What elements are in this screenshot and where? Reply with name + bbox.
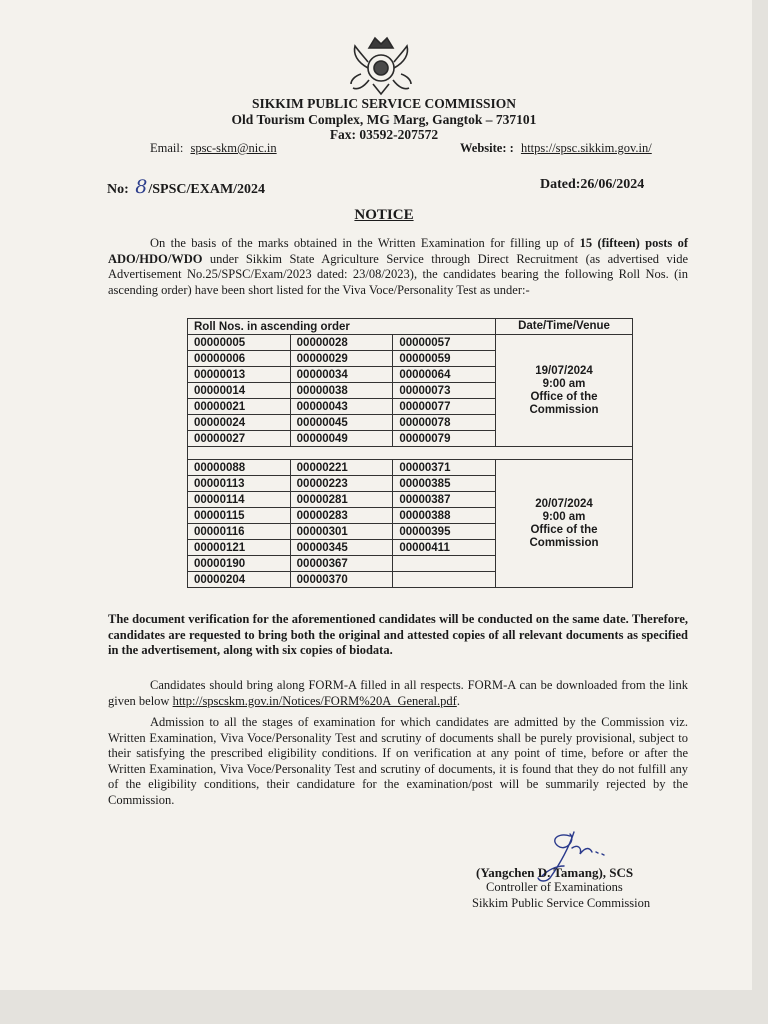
roll-number-cell: 00000006: [188, 351, 291, 367]
schedule-venue: Office of the Commission: [529, 390, 599, 416]
form-a-link[interactable]: http://spscskm.gov.in/Notices/FORM%20A_General.pdf: [172, 693, 457, 708]
roll-number-cell: 00000411: [393, 540, 496, 556]
roll-number-cell: 00000005: [188, 335, 291, 351]
schedule-cell: [496, 335, 633, 447]
roll-number-cell: 00000115: [188, 508, 291, 524]
roll-number-cell: 00000121: [188, 540, 291, 556]
roll-number-cell: 00000113: [188, 476, 291, 492]
roll-number-cell: 00000043: [290, 399, 393, 415]
roll-number-cell: 00000064: [393, 367, 496, 383]
reference-number: No: 8/SPSC/EXAM/2024: [107, 176, 266, 198]
signatory-name: (Yangchen D. Tamang), SCS: [476, 865, 634, 880]
schedule-date: 20/07/2024: [535, 497, 593, 510]
roll-number-cell: 00000088: [188, 460, 291, 476]
roll-number-cell: 00000395: [393, 524, 496, 540]
roll-number-cell: 00000045: [290, 415, 393, 431]
website-link[interactable]: https://spsc.sikkim.gov.in/: [520, 141, 652, 155]
roll-number-cell: 00000013: [188, 367, 291, 383]
handwritten-number: 8: [135, 176, 148, 198]
roll-number-cell: [393, 572, 496, 588]
roll-number-cell: 00000038: [290, 383, 393, 399]
roll-numbers-table: [187, 318, 633, 588]
roll-number-cell: 00000073: [393, 383, 496, 399]
roll-number-cell: 00000370: [290, 572, 393, 588]
org-address: Old Tourism Complex, MG Marg, Gangtok – 737101: [231, 112, 537, 127]
email-line: [150, 141, 277, 156]
schedule-cell: [496, 460, 633, 588]
roll-number-cell: 00000385: [393, 476, 496, 492]
roll-number-cell: 00000021: [188, 399, 291, 415]
roll-number-cell: 00000027: [188, 431, 291, 447]
roll-number-cell: 00000057: [393, 335, 496, 351]
form-note: Candidates should bring along FORM-A filled in all respects. FORM-A can be downloaded from the link given below http://spscskm.gov.in/Notices/FORM%20A_General.pdf.: [108, 678, 688, 708]
org-fax: Fax: 03592-207572: [329, 127, 439, 142]
roll-number-cell: 00000371: [393, 460, 496, 476]
roll-number-cell: 00000221: [290, 460, 393, 476]
roll-number-cell: 00000049: [290, 431, 393, 447]
intro-paragraph: On the basis of the marks obtained in the Written Examination for filling up of 15 (fifteen) posts of ADO/HDO/WDO under Sikkim State Agriculture Service through Direct Recruitment (as advertised vide Advertisement No.25/SPSC/Exam/2023 dated: 23/08/2023), the candidates bearing the following Roll Nos. (in ascending order) have been short listed for the Viva Voce/Personality Test as under:-: [108, 236, 688, 297]
roll-number-cell: 00000190: [188, 556, 291, 572]
roll-number-cell: 00000301: [290, 524, 393, 540]
roll-number-cell: 00000345: [290, 540, 393, 556]
schedule-date: 19/07/2024: [535, 364, 593, 377]
website-line: [460, 141, 652, 156]
website-label: Website: :: [460, 141, 514, 155]
separator-cell: [188, 447, 633, 460]
header-roll-numbers: Roll Nos. in ascending order: [188, 319, 496, 335]
roll-number-cell: [393, 556, 496, 572]
table-header-row: [188, 319, 633, 335]
notice-title: NOTICE: [354, 207, 414, 223]
roll-number-cell: 00000077: [393, 399, 496, 415]
group-separator-row: [188, 447, 633, 460]
roll-number-cell: 00000283: [290, 508, 393, 524]
notice-date: Dated:26/06/2024: [540, 177, 645, 192]
signatory-designation: Controller of Examinations: [486, 880, 623, 894]
roll-number-cell: 00000029: [290, 351, 393, 367]
roll-number-cell: 00000223: [290, 476, 393, 492]
roll-number-cell: 00000281: [290, 492, 393, 508]
email-label: Email:: [150, 141, 184, 155]
roll-number-cell: 00000059: [393, 351, 496, 367]
email-link[interactable]: spsc-skm@nic.in: [190, 141, 277, 155]
roll-number-cell: 00000388: [393, 508, 496, 524]
roll-number-cell: 00000078: [393, 415, 496, 431]
roll-number-cell: 00000014: [188, 383, 291, 399]
roll-number-cell: 00000204: [188, 572, 291, 588]
roll-number-cell: 00000116: [188, 524, 291, 540]
roll-number-cell: 00000024: [188, 415, 291, 431]
roll-number-cell: 00000028: [290, 335, 393, 351]
table-row: [188, 460, 633, 476]
roll-number-cell: 00000034: [290, 367, 393, 383]
schedule-time: 9:00 am: [542, 377, 586, 390]
roll-number-cell: 00000387: [393, 492, 496, 508]
header-date-time-venue: Date/Time/Venue: [496, 319, 633, 335]
signatory-office: Sikkim Public Service Commission: [472, 896, 651, 910]
admission-note: Admission to all the stages of examination for which candidates are admitted by the Commission viz. Written Examination, Viva Voce/Personality Test and scrutiny of documents shall be purely provisional, subject to their satisfying the prescribed eligibility conditions. If on verification at any point of time, before or after the Written Examination, Viva Voce/Personality Test and scrutiny of documents, it is found that they do not fulfill any of the eligibility conditions, their candidature for the examination/post will be summarily rejected by the Commission.: [108, 715, 688, 807]
verification-note: The document verification for the aforementioned candidates will be conducted on the same date. Therefore, candidates are requested to bring both the original and attested copies of all relevant documents as specified in the advertisement, along with six copies of biodata.: [108, 612, 688, 658]
org-name: SIKKIM PUBLIC SERVICE COMMISSION: [252, 96, 516, 111]
schedule-time: 9:00 am: [542, 510, 586, 523]
state-emblem-icon: [345, 28, 417, 98]
roll-number-cell: 00000367: [290, 556, 393, 572]
schedule-venue: Office of the Commission: [529, 523, 599, 549]
table-row: [188, 335, 633, 351]
roll-number-cell: 00000079: [393, 431, 496, 447]
roll-number-cell: 00000114: [188, 492, 291, 508]
